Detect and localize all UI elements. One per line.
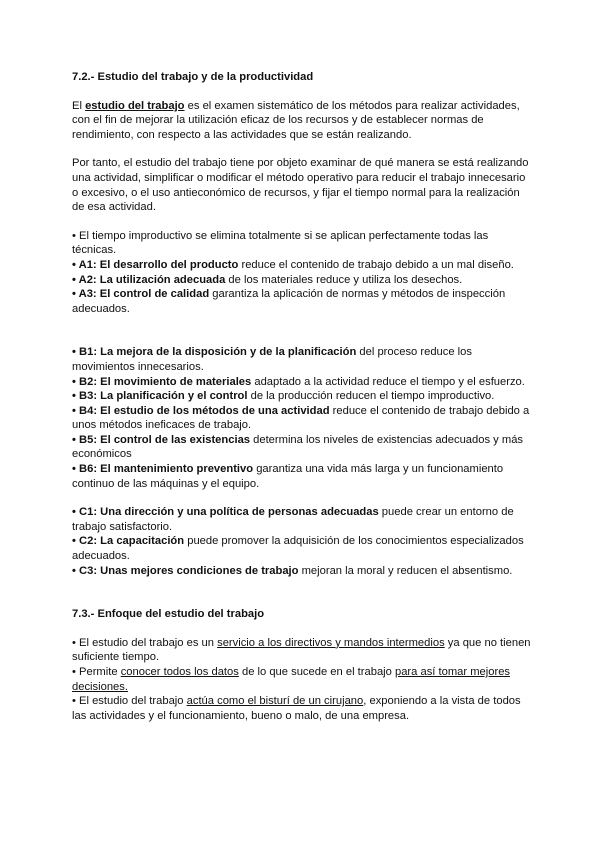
text: • El estudio del trabajo es un: [72, 636, 218, 649]
item-label: • A1: El desarrollo del producto: [72, 258, 239, 271]
item-label: • B3: La planificación y el control: [72, 390, 248, 403]
text: • Permite: [72, 666, 121, 678]
list-item-c2: [72, 534, 532, 563]
enfoque-bullet-2: [72, 665, 532, 694]
list-item-a3: [72, 287, 532, 316]
item-text: de los materiales reduce y utiliza los desechos.: [225, 273, 463, 286]
text: El: [72, 99, 86, 112]
list-item-c1: [72, 505, 532, 534]
item-text: garantiza la aplicación de normas y métodos de inspección adecuados.: [72, 288, 506, 315]
list-item-b5: [72, 433, 532, 462]
item-label: • B2: El movimiento de materiales: [72, 375, 252, 388]
document-page: [72, 70, 532, 723]
text: es el examen sistemático de los métodos para realizar actividades, con el fin de mejorar la utilización eficaz de los recursos y de establecer normas de rendimiento, con respecto a las actividades que se están realizando.: [72, 99, 520, 141]
section-title-7-2: 7.2.- Estudio del trabajo y de la productividad: [72, 71, 314, 83]
item-label: • C3: Unas mejores condiciones de trabajo: [72, 564, 299, 577]
underlined-text: servicio a los directivos y mandos intermedios: [217, 636, 445, 649]
item-text: determina los niveles de existencias adecuados y más económicos: [72, 433, 524, 461]
text: de lo que sucede en el trabajo: [238, 666, 395, 678]
item-text: reduce el contenido de trabajo debido a unos métodos ineficaces de trabajo.: [72, 404, 530, 432]
item-text: mejoran la moral y reducen el absentismo.: [298, 564, 513, 577]
section-title-7-3: 7.3.- Enfoque del estudio del trabajo: [72, 608, 265, 621]
item-text: de la producción reducen el tiempo improductivo.: [247, 390, 495, 403]
list-item-b6: [72, 462, 532, 491]
intro-bullet: • El tiempo improductivo se elimina totalmente si se aplican perfectamente todas las técnicas.: [72, 229, 489, 257]
item-label: • B6: El mantenimiento preventivo: [72, 463, 254, 476]
list-item-b4: [72, 404, 532, 433]
item-text: del proceso reduce los movimientos innecesarios.: [72, 346, 472, 373]
list-item-a1: [72, 258, 532, 273]
item-label: • B1: La mejora de la disposición y de la planificación: [72, 346, 357, 359]
item-label: • A3: El control de calidad: [72, 288, 210, 301]
text: ya que no tienen suficiente tiempo.: [72, 636, 531, 664]
underlined-text: para así tomar mejores decisiones.: [72, 666, 511, 693]
item-label: • B4: El estudio de los métodos de una actividad: [72, 404, 330, 417]
text: • El estudio del trabajo: [72, 695, 187, 708]
list-item-b2: [72, 375, 532, 390]
definition-paragraph: [72, 99, 532, 143]
purpose-paragraph: Por tanto, el estudio del trabajo tiene por objeto examinar de qué manera se está realizando una actividad, simplificar o modificar el método operativo para reducir el trabajo innecesario o excesivo, o el uso antieconómico de recursos, y fijar el tiempo normal para la realización de esa actividad.: [72, 157, 529, 214]
text: , exponiendo a la vista de todos las actividades y el funcionamiento, bueno o malo, de una empresa.: [72, 695, 521, 722]
underlined-text: conocer todos los datos: [120, 666, 239, 678]
enfoque-bullet-3: [72, 694, 532, 723]
enfoque-bullet-1: [72, 636, 532, 665]
item-text: puede promover la adquisición de los conocimientos especializados adecuados.: [72, 535, 524, 563]
item-text: adaptado a la actividad reduce el tiempo y el esfuerzo.: [251, 375, 525, 388]
list-item-b1: [72, 345, 532, 374]
item-label: • C2: La capacitación: [72, 535, 185, 548]
underlined-text: actúa como el bisturí de un cirujano: [186, 695, 364, 708]
list-item-a2: [72, 273, 532, 288]
item-label: • B5: El control de las existencias: [72, 433, 251, 446]
term-estudio-del-trabajo: estudio del trabajo: [85, 99, 185, 112]
item-text: puede crear un entorno de trabajo satisfactorio.: [72, 506, 514, 533]
item-text: garantiza una vida más larga y un funcionamiento continuo de las máquinas y el equipo.: [72, 463, 504, 490]
item-label: • C1: Una dirección y una política de personas adecuadas: [72, 506, 379, 519]
item-label: • A2: La utilización adecuada: [72, 273, 226, 286]
list-item-c3: [72, 564, 532, 579]
item-text: reduce el contenido de trabajo debido a un mal diseño.: [238, 258, 514, 271]
list-item-b3: [72, 389, 532, 404]
